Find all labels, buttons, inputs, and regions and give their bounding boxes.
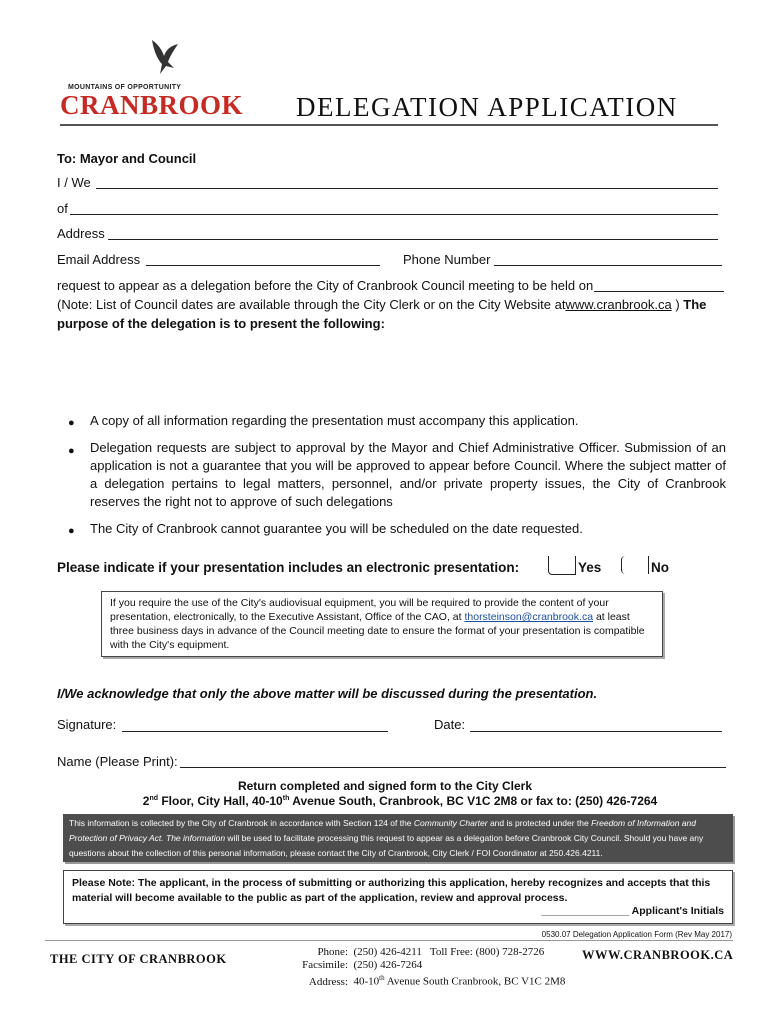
address-field[interactable] <box>108 239 718 240</box>
name-field[interactable] <box>180 767 726 768</box>
list-item: The City of Cranbrook cannot guarantee you will be scheduled on the date requested. <box>90 521 583 536</box>
note-line: (Note: List of Council dates are available through the City Clerk or on the City Website atwww.cranbrook.ca ) The <box>57 297 707 312</box>
date-field[interactable] <box>470 731 722 732</box>
phone-field[interactable] <box>494 265 722 266</box>
footer-contact: Phone: (250) 426-4211 Toll Free: (800) 728-2726 Facsimile: (250) 426-7264 Address: 40-10th Avenue South Cranbrook, BC V1C 2M8 <box>302 946 566 988</box>
request-line: request to appear as a delegation before the City of Cranbrook Council meeting to be held on <box>57 278 594 293</box>
name-label: Name (Please Print): <box>57 754 178 769</box>
email-link[interactable]: thorsteinson@cranbrook.ca <box>464 611 594 623</box>
signature-field[interactable] <box>122 731 388 732</box>
yes-checkbox[interactable] <box>548 556 576 575</box>
of-field[interactable] <box>70 214 718 215</box>
website-link[interactable]: www.cranbrook.ca <box>565 297 672 312</box>
signature-label: Signature: <box>57 717 117 732</box>
i-we-label: I / We <box>57 175 91 190</box>
av-equipment-box: If you require the use of the City's audiovisual equipment, you will be required to provide the content of your presentation, electronically, to the Executive Assistant, Office of the CAO, at thorsteinson@cranbrook.ca at least three business days in advance of the Council meeting date to ensure the format of your presentation is compatible with the City's equipment. <box>101 591 663 657</box>
no-checkbox[interactable] <box>621 556 649 574</box>
title-rule <box>60 124 718 126</box>
applicant-initials[interactable]: _______________ Applicant's Initials <box>541 905 724 917</box>
phone-label: Phone Number <box>403 252 491 267</box>
meeting-date-field[interactable] <box>594 291 724 292</box>
footer-rule <box>45 940 733 941</box>
email-field[interactable] <box>146 265 380 266</box>
applicant-note-box: Please Note: The applicant, in the process of submitting or authorizing this application, hereby recognizes and accepts that this material will become available to the public as part of the application, review and approval process. _______________ Applicant's Initials <box>63 870 733 924</box>
list-item: Delegation requests are subject to approval by the Mayor and Chief Administrative Officer. Submission of an application is not a guarantee that you will be approved to appear before Council. Where the subject matter of a delegation pertains to legal matters, personnel, and/or private property issues, the City of Cranbrook reserves the right not to approve of such delegations <box>90 440 726 509</box>
purpose-line: purpose of the delegation is to present the following: <box>57 316 385 331</box>
email-label: Email Address <box>57 252 141 267</box>
address-label: Address <box>57 226 105 241</box>
logo <box>60 38 244 122</box>
list-item: A copy of all information regarding the presentation must accompany this application. <box>90 413 579 428</box>
return-line-2: 2nd Floor, City Hall, 40-10th Avenue South, Cranbrook, BC V1C 2M8 or fax to: (250) 426-7264 <box>142 794 658 808</box>
i-we-field[interactable] <box>96 188 718 189</box>
addressee: To: Mayor and Council <box>57 151 197 166</box>
footer-city: THE CITY OF CRANBROOK <box>50 952 227 966</box>
yes-label: Yes <box>578 560 602 575</box>
acknowledgement: I/We acknowledge that only the above matter will be discussed during the presentation. <box>57 686 598 701</box>
no-label: No <box>651 560 669 575</box>
privacy-notice: This information is collected by the City of Cranbrook in accordance with Section 124 of the Community Charter and is protected under the Freedom of Information and Protection of Privacy Act. The information will be used to facilitate processing this request to appear as a delegation before Cranbrook City Council. Should you have any questions about the collection of this personal information, please contact the City of Cranbrook, City Clerk / FOI Coordinator at 250.426.4211. <box>63 814 733 862</box>
logo-name: CRANBROOK <box>60 90 244 120</box>
eagle-icon <box>148 38 184 76</box>
return-line-1: Return completed and signed form to the City Clerk <box>237 779 533 793</box>
of-label: of <box>57 201 68 216</box>
form-number: 0530.07 Delegation Application Form (Rev May 2017) <box>541 930 732 939</box>
electronic-question: Please indicate if your presentation includes an electronic presentation: <box>57 560 520 575</box>
logo-tagline: MOUNTAINS OF OPPORTUNITY <box>68 84 182 91</box>
page-title: DELEGATION APPLICATION <box>296 92 678 122</box>
footer-website[interactable]: WWW.CRANBROOK.CA <box>582 948 734 962</box>
date-label: Date: <box>434 717 466 732</box>
